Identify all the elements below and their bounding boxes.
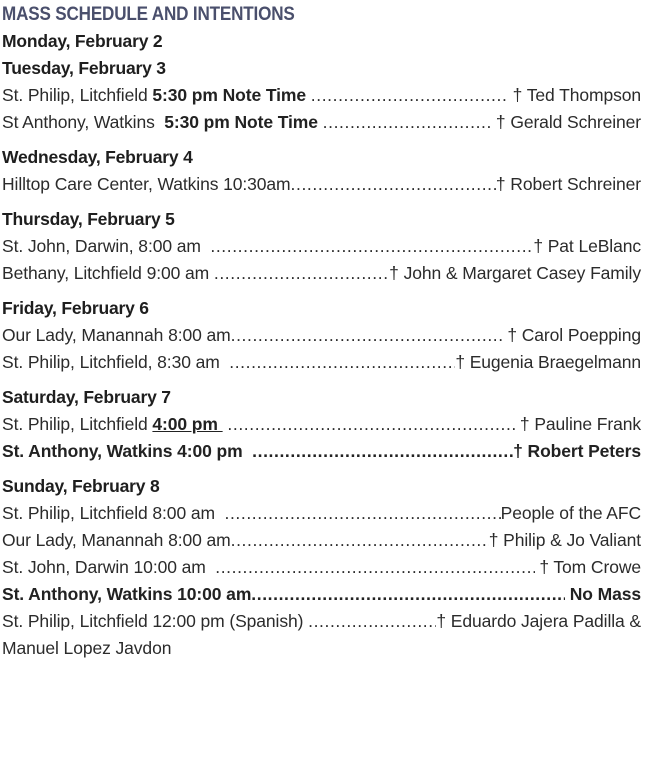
mass-intention-line [2,608,641,635]
dot-leader [252,438,513,465]
days-list [2,28,641,662]
dot-leader [231,322,503,349]
mass-location-time: Hilltop Care Center, Watkins 10:30am [2,174,291,194]
mass-intention-line [2,109,641,136]
day-header: Sunday, February 8 [2,476,160,496]
day-group [2,384,641,465]
mass-location-time: St. Philip, Litchfield 5:30 pm Note Time [2,85,307,105]
mass-intention-name: † Gerald Schreiner [491,112,641,132]
mass-location-time: Bethany, Litchfield 9:00 am [2,263,214,283]
day-group [2,473,641,662]
mass-time-emphasis: 5:30 pm Note Time [164,112,318,132]
day-header: Friday, February 6 [2,298,149,318]
dot-leader [224,500,500,527]
mass-intention-name: † Carol Poepping [502,325,641,345]
mass-location-time: Our Lady, Manannah 8:00 am [2,530,231,550]
mass-location-time: St. Philip, Litchfield 8:00 am [2,503,225,523]
mass-intention-name: † Eugenia Braegelmann [455,352,641,372]
mass-location-time: St. Philip, Litchfield 12:00 pm (Spanish) [2,611,309,631]
page-title: MASS SCHEDULE AND INTENTIONS [2,4,295,25]
dot-leader [251,581,565,608]
day-header: Saturday, February 7 [2,387,171,407]
day-group [2,28,641,55]
mass-intention-line [2,411,641,438]
mass-intention-line [2,349,641,376]
mass-location-time: St Anthony, Watkins 5:30 pm Note Time [2,112,318,132]
dot-leader [227,411,515,438]
mass-intention-name: † John & Margaret Casey Family [389,263,641,283]
mass-location-time: St. John, Darwin, 8:00 am [2,236,211,256]
mass-intention-name: † Pat LeBlanc [533,236,641,256]
mass-intention-continuation: Manuel Lopez Javdon [2,638,172,658]
dot-leader [311,82,508,109]
dot-leader [308,608,436,635]
dot-leader [214,260,389,287]
day-header: Tuesday, February 3 [2,58,166,78]
dot-leader [291,171,496,198]
mass-intention-name: † Eduardo Jajera Padilla & [436,611,641,631]
mass-intention-line [2,527,641,554]
mass-intention-line [2,171,641,198]
mass-time-emphasis: 4:00 pm [152,414,223,434]
mass-intention-line [2,581,641,608]
dot-leader [323,109,492,136]
mass-intention-line [2,322,641,349]
day-group [2,55,641,136]
dot-leader [229,349,455,376]
mass-location-time: St. Philip, Litchfield 4:00 pm [2,414,223,434]
mass-intention-name: † Ted Thompson [507,85,641,105]
mass-intention-name: † Robert Peters [513,441,641,461]
day-group [2,206,641,287]
day-header: Monday, February 2 [2,31,163,51]
mass-intention-line [2,500,641,527]
mass-intention-name: People of the AFC [500,503,641,523]
mass-intention-name: † Tom Crowe [534,557,641,577]
mass-location-time: St. Anthony, Watkins 4:00 pm [2,441,253,461]
dot-leader [231,527,489,554]
mass-location-time: St. John, Darwin 10:00 am [2,557,216,577]
dot-leader [210,233,533,260]
mass-location-time: St. Philip, Litchfield, 8:30 am [2,352,230,372]
mass-time-emphasis: 5:30 pm Note Time [152,85,307,105]
day-group [2,144,641,198]
mass-intention-line [2,260,641,287]
mass-intention-name: No Mass [564,584,641,604]
mass-location-time: Our Lady, Manannah 8:00 am [2,325,231,345]
mass-intention-name: † Philip & Jo Valiant [488,530,641,550]
mass-intention-line [2,438,641,465]
dot-leader [215,554,534,581]
day-group [2,295,641,376]
day-header: Thursday, February 5 [2,209,175,229]
mass-intention-name: † Pauline Frank [515,414,641,434]
mass-intention-line [2,554,641,581]
day-header: Wednesday, February 4 [2,147,193,167]
mass-intention-name: † Robert Schreiner [495,174,641,194]
mass-location-time: St. Anthony, Watkins 10:00 am [2,584,252,604]
mass-intention-line [2,82,641,109]
mass-intention-line [2,233,641,260]
